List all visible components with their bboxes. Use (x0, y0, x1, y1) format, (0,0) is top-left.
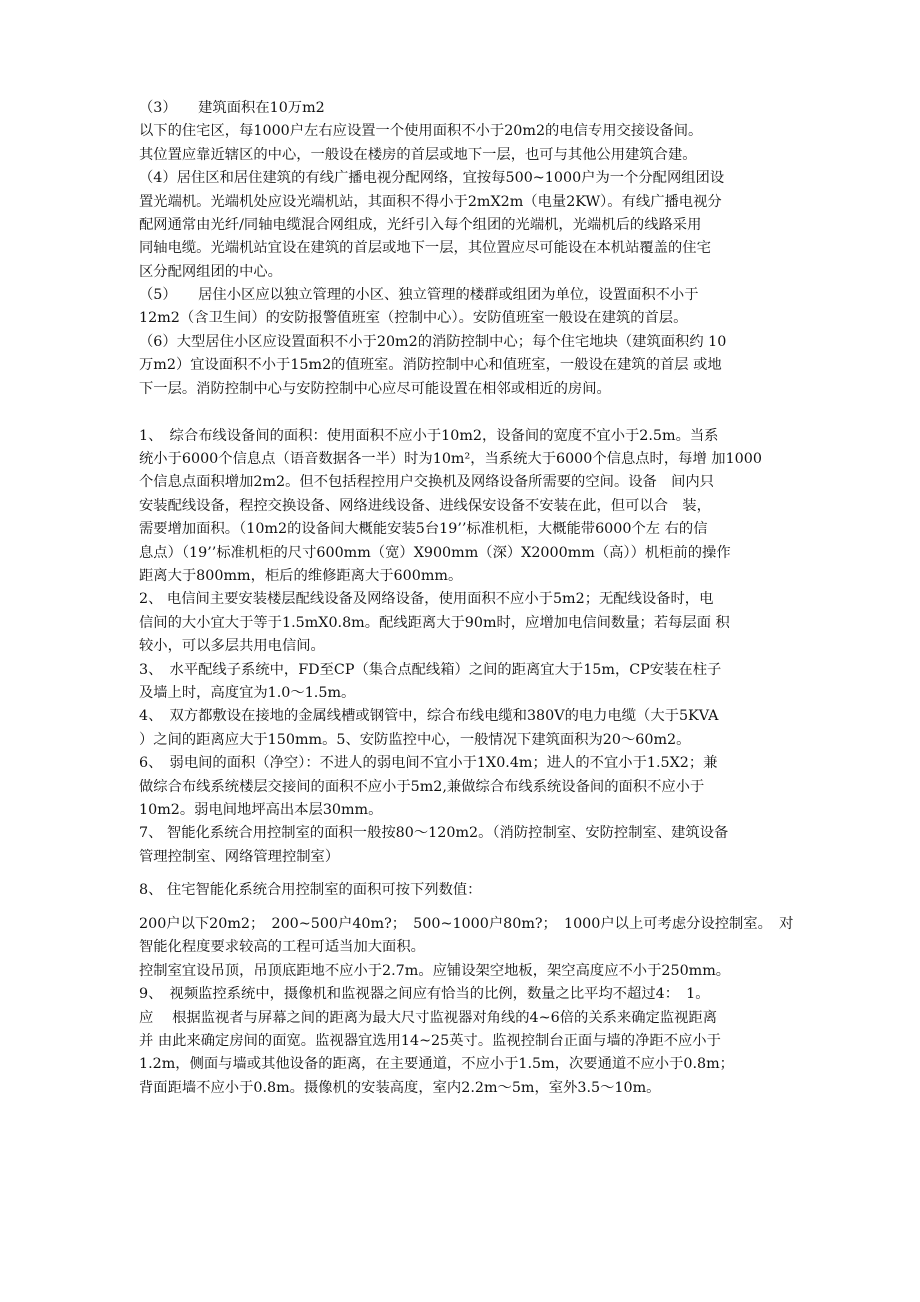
text-line: 下一层。消防控制中心与安防控制中心应尽可能设置在相邻或相近的房间。 (139, 381, 611, 397)
text-line: 控制室宜设吊顶，吊顶底距地不应小于2.7m。应铺设架空地板，架空高度应不小于250mm。 (139, 963, 731, 979)
text-line: 置光端机。光端机处应设光端机站，其面积不得小于2mX2m（电量2KW）。有线广播电视分 (139, 194, 722, 210)
text-line: （4）居住区和居住建筑的有线广播电视分配网络，宜按每500~1000户为一个分配网组团设 (139, 170, 725, 186)
text-line: 需要增加面积。（10m2的设备间大概能安装5台19’’标准机柜，大概能带6000个左 右的信 (139, 521, 708, 537)
text-line: 及墙上时，高度宜为1.0～1.5m。 (139, 685, 356, 701)
text-line: 智能化程度要求较高的工程可适当加大面积。 (139, 939, 425, 955)
text-line: （5） 居住小区应以独立管理的小区、独立管理的楼群或组团为单位，设置面积不小于 (139, 287, 699, 303)
text-line: 1.2m，侧面与墙或其他设备的距离，在主要通道，不应小于1.5m，次要通道不应小于0.8m； (139, 1056, 734, 1072)
text-line: 2、 电信间主要安装楼层配线设备及网络设备，使用面积不应小于5m2；无配线设备时，电 (139, 591, 714, 607)
text-line: 信间的大小宜大于等于1.5mX0.8m。配线距离大于90m时，应增加电信间数量；若每层面 积 (139, 615, 730, 631)
text-line: 同轴电缆。光端机站宜设在建筑的首层或地下一层，其位置应尽可能设在本机站覆盖的住宅 (139, 240, 711, 256)
text-line: 管理控制室、网络管理控制室） (139, 849, 340, 865)
text-line: 应 根据监视者与屏幕之间的距离为最大尺寸监视器对角线的4~6倍的关系来确定监视距离 (139, 1010, 717, 1026)
text-line: 7、 智能化系统合用控制室的面积一般按80～120m2。（消防控制室、安防控制室、建筑设备 (139, 825, 729, 841)
text-line: 做综合布线系统楼层交接间的面积不应小于5m2,兼做综合布线系统设备间的面积不应小于 (139, 779, 705, 795)
text-line: 1、 综合布线设备间的面积：使用面积不应小于10m2，设备间的宽度不宜小于2.5m。当系 (139, 428, 719, 444)
text-line: 息点）（19’’标准机柜的尺寸600mm（宽）X900mm（深）X2000mm（高））机柜前的操作 (139, 545, 731, 561)
text-line: 区分配网组团的中心。 (139, 264, 282, 280)
text-line: 背面距墙不应小于0.8m。摄像机的安装高度，室内2.2m～5m，室外3.5～10m。 (139, 1080, 661, 1096)
text-line: 距离大于800mm，柜后的维修距离大于600mm。 (139, 568, 463, 584)
text-line: 配网通常由光纤/同轴电缆混合网组成，光纤引入每个组团的光端机，光端机后的线路采用 (139, 217, 702, 233)
text-line: 12m2（含卫生间）的安防报警值班室（控制中心）。安防值班室一般设在建筑的首层。 (139, 310, 688, 326)
text-line: 统小于6000个信息点（语音数据各一半）时为10m²，当系统大于6000个信息点时，每增 加1000 (139, 451, 762, 467)
text-line: （3） 建筑面积在10万m2 (139, 100, 325, 116)
text-line: 万m2）宜设面积不小于15m2的值班室。消防控制中心和值班室，一般设在建筑的首层 或地 (139, 357, 722, 373)
text-line: ）之间的距离应大于150mm。5、安防监控中心，一般情况下建筑面积为20～60m2。 (139, 732, 691, 748)
text-line: 9、 视频监控系统中，摄像机和监视器之间应有恰当的比例，数量之比平均不超过4： 1。 (139, 986, 710, 1002)
text-line: （6）大型居住小区应设置面积不小于20m2的消防控制中心；每个住宅地块（建筑面积约 10 (139, 334, 727, 350)
text-line: 其位置应靠近辖区的中心，一般设在楼房的首层或地下一层，也可与其他公用建筑合建。 (139, 147, 697, 163)
text-line: 个信息点面积增加2m2。但不包括程控用户交换机及网络设备所需要的空间。设备 间内只 (139, 474, 715, 490)
text-line: 10m2。弱电间地坪高出本层30mm。 (139, 802, 383, 818)
text-line: 200户以下20m2； 200~500户40m?； 500~1000户80m?； 1000户以上可考虑分设控制室。 对 (139, 916, 794, 932)
text-line: 6、 弱电间的面积（净空）：不进人的弱电间不宜小于1X0.4m；进人的不宜小于1.5X2；兼 (139, 755, 718, 771)
text-line: 并 由此来确定房间的面宽。监视器宜选用14~25英寸。监视控制台正面与墙的净距不应小于 (139, 1033, 721, 1049)
text-line: 3、 水平配线子系统中，FD至CP（集合点配线箱）之间的距离宜大于15m，CP安装在柱子 (139, 662, 722, 678)
text-line: 安装配线设备，程控交换设备、网络进线设备、进线保安设备不安装在此，但可以合 装， (139, 498, 711, 514)
text-line: 较小，可以多层共用电信间。 (139, 638, 325, 654)
text-line: 以下的住宅区，每1000户左右应设置一个使用面积不小于20m2的电信专用交接设备间。 (139, 123, 703, 139)
text-line: 4、 双方都敷设在接地的金属线槽或钢管中，综合布线电缆和380V的电力电缆（大于5KVA (139, 708, 719, 724)
text-line: 8、 住宅智能化系统合用控制室的面积可按下列数值： (139, 882, 482, 898)
